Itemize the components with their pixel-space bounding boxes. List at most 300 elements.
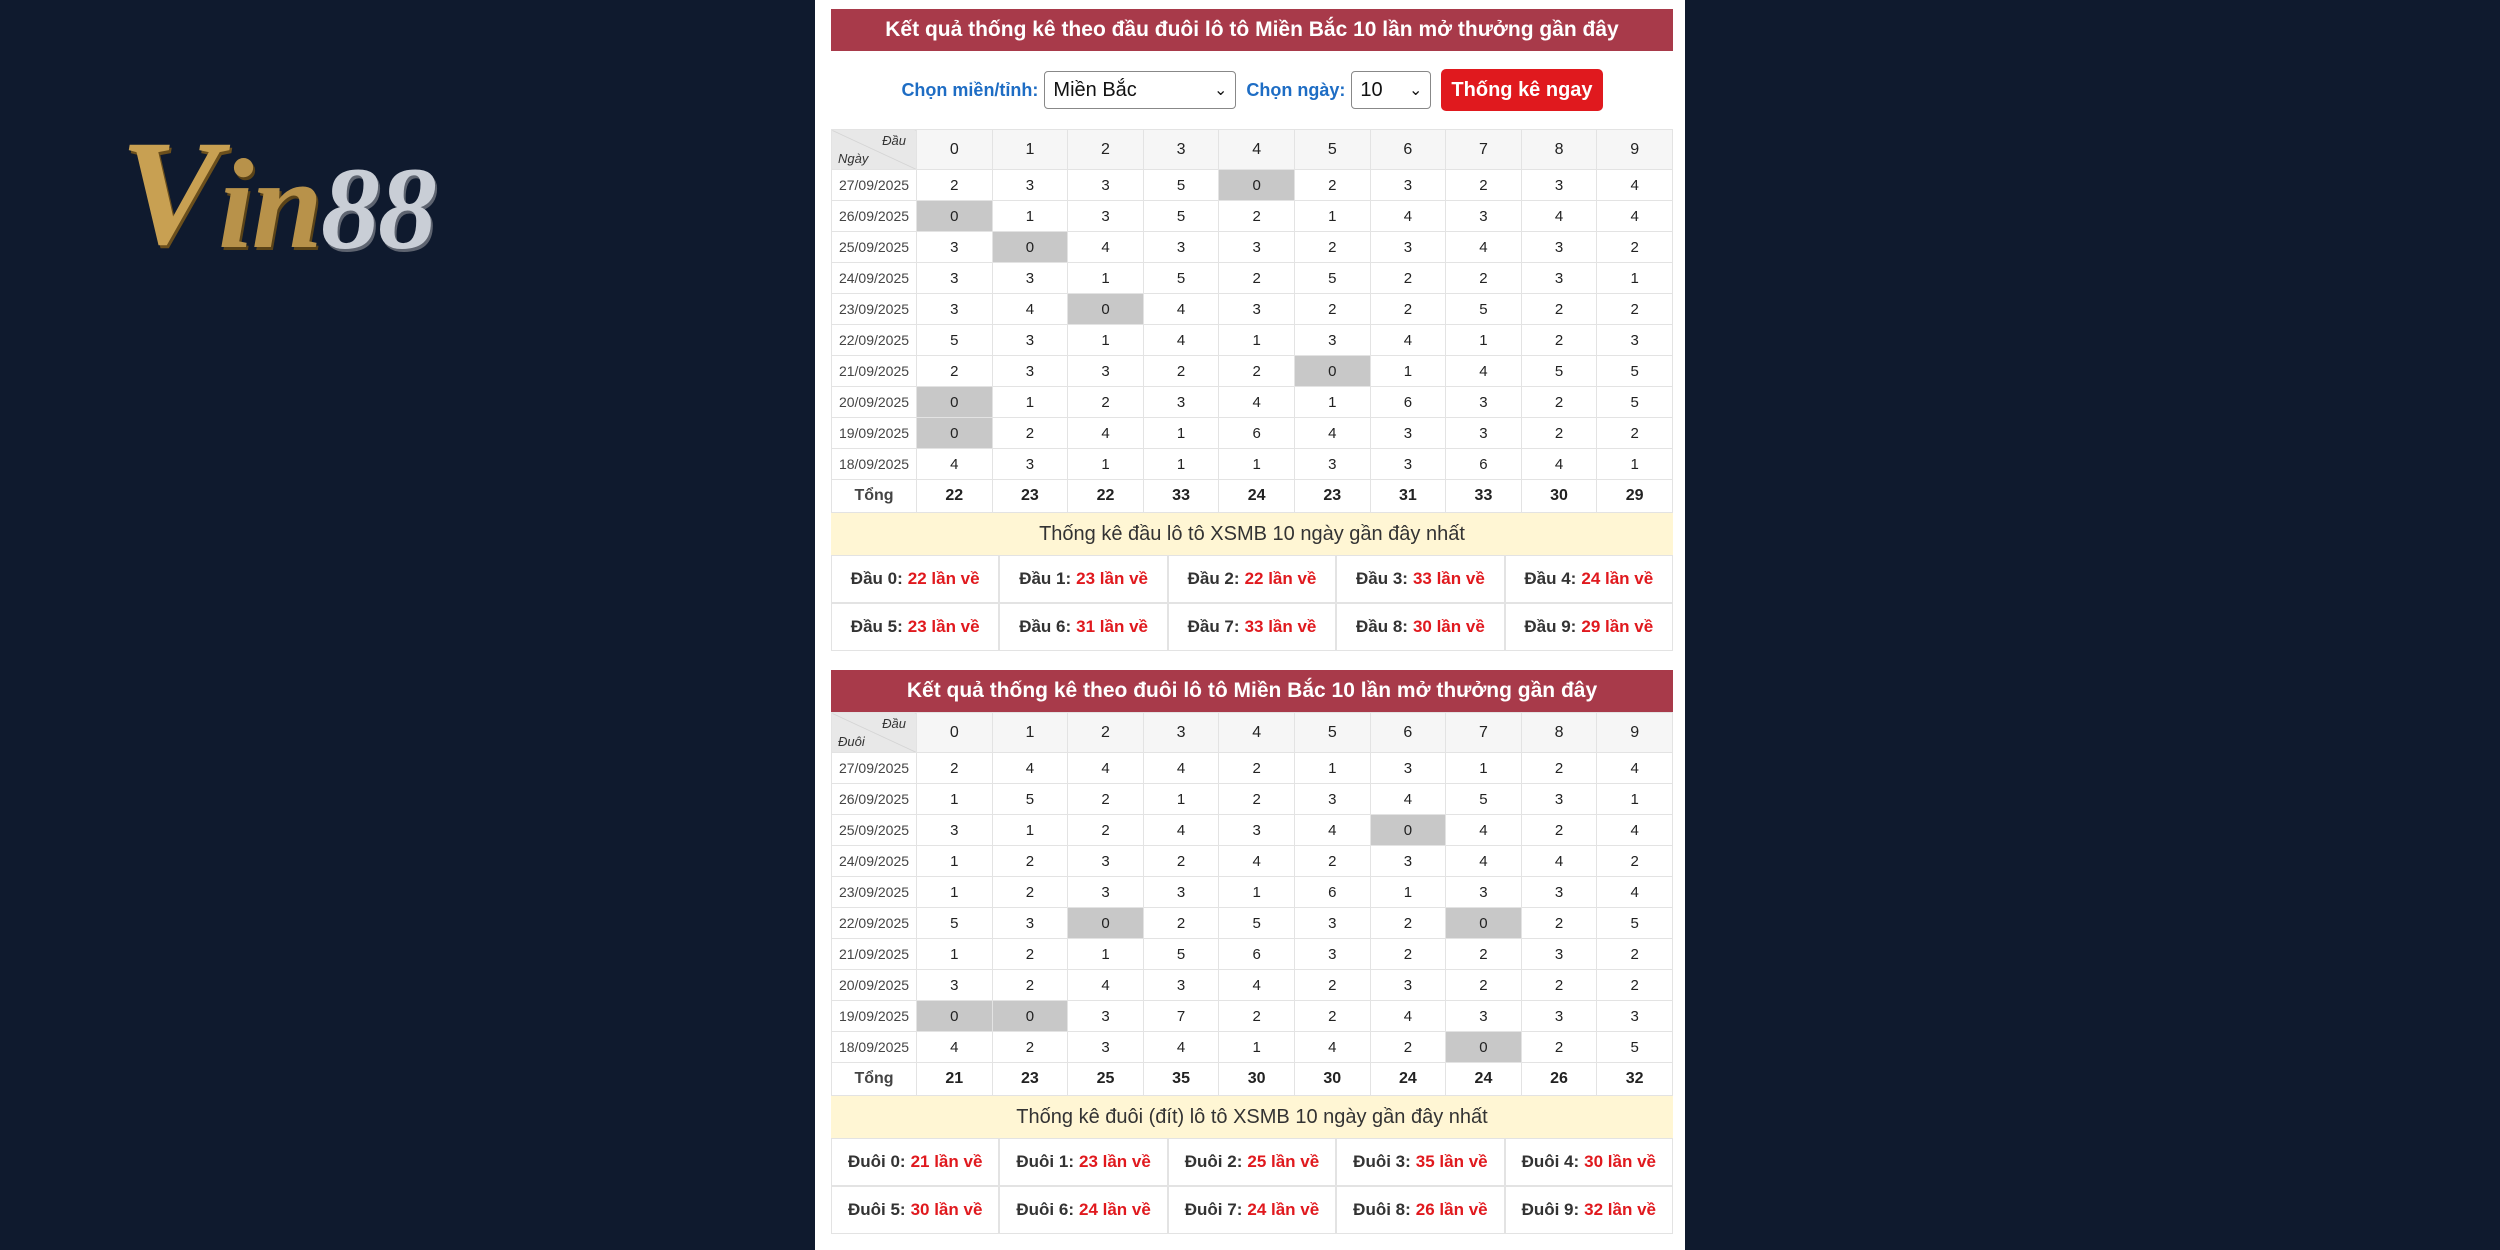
- submit-stats-button[interactable]: Thống kê ngay: [1441, 69, 1602, 111]
- count-cell: 4: [1370, 325, 1446, 356]
- count-cell: 2: [1068, 387, 1144, 418]
- count-cell: 1: [1597, 449, 1673, 480]
- count-cell: 6: [1219, 418, 1295, 449]
- summary-value: 23 lần về: [1076, 569, 1148, 588]
- chevron-down-icon: ⌄: [1214, 82, 1228, 99]
- total-cell: 35: [1143, 1063, 1219, 1096]
- count-cell: 3: [1068, 1032, 1144, 1063]
- table-row: [832, 846, 1673, 877]
- count-cell: 1: [1068, 325, 1144, 356]
- count-cell: 2: [1521, 294, 1597, 325]
- count-cell: 1: [1219, 325, 1295, 356]
- count-cell: 4: [1068, 418, 1144, 449]
- row-date: 19/09/2025: [832, 418, 917, 449]
- count-cell: 3: [1143, 877, 1219, 908]
- summary-item: [1505, 555, 1673, 603]
- count-cell: 5: [1597, 387, 1673, 418]
- count-cell: 2: [1446, 170, 1522, 201]
- count-cell: 1: [917, 784, 993, 815]
- count-cell: 1: [1446, 325, 1522, 356]
- summary-item: [1168, 1186, 1336, 1234]
- total-label: Tổng: [832, 480, 917, 513]
- region-select[interactable]: [1044, 71, 1236, 109]
- count-cell: 5: [1294, 263, 1370, 294]
- count-cell: 5: [1143, 170, 1219, 201]
- count-cell: 3: [1219, 232, 1295, 263]
- column-header: 1: [992, 130, 1068, 170]
- count-cell: 2: [1143, 908, 1219, 939]
- region-select-value: Miền Bắc: [1053, 78, 1137, 101]
- table-header-row: [832, 130, 1673, 170]
- count-cell: 2: [1446, 970, 1522, 1001]
- count-cell: 1: [1219, 449, 1295, 480]
- count-cell: 2: [1597, 232, 1673, 263]
- total-cell: 23: [992, 1063, 1068, 1096]
- count-cell: 3: [1597, 325, 1673, 356]
- row-date: 22/09/2025: [832, 325, 917, 356]
- summary-value: 31 lần về: [1076, 617, 1148, 636]
- column-header: 0: [917, 130, 993, 170]
- total-cell: 24: [1219, 480, 1295, 513]
- table-row: [832, 970, 1673, 1001]
- count-cell: 2: [1219, 201, 1295, 232]
- summary-value: 30 lần về: [1584, 1152, 1656, 1171]
- count-cell: 4: [1294, 418, 1370, 449]
- count-cell: 2: [1219, 263, 1295, 294]
- summary-item: [999, 555, 1167, 603]
- total-cell: 22: [917, 480, 993, 513]
- row-date: 26/09/2025: [832, 784, 917, 815]
- row-date: 26/09/2025: [832, 201, 917, 232]
- count-cell: 0: [917, 418, 993, 449]
- count-cell: 1: [992, 201, 1068, 232]
- count-cell: 4: [1597, 815, 1673, 846]
- summary-value: 24 lần về: [1078, 1200, 1151, 1219]
- summary-label: Đầu 2:: [1187, 569, 1240, 588]
- summary-label: Đuôi 3:: [1353, 1152, 1411, 1171]
- summary-value: 29 lần về: [1581, 617, 1654, 636]
- count-cell: 0: [1370, 815, 1446, 846]
- count-cell: 5: [1446, 784, 1522, 815]
- summary-label: Đuôi 7:: [1184, 1200, 1243, 1219]
- count-cell: 1: [1597, 263, 1673, 294]
- summary-label: Đầu 4:: [1524, 569, 1577, 588]
- summary-label: Đuôi 1:: [1016, 1152, 1074, 1171]
- count-cell: 4: [1446, 232, 1522, 263]
- count-cell: 4: [1597, 753, 1673, 784]
- column-header: 5: [1294, 713, 1370, 753]
- count-cell: 2: [992, 877, 1068, 908]
- count-cell: 1: [917, 877, 993, 908]
- count-cell: 4: [1597, 201, 1673, 232]
- count-cell: 2: [1294, 846, 1370, 877]
- count-cell: 0: [917, 201, 993, 232]
- chevron-down-icon: ⌄: [1409, 82, 1423, 99]
- count-cell: 4: [992, 753, 1068, 784]
- count-cell: 4: [1370, 784, 1446, 815]
- count-cell: 3: [1068, 356, 1144, 387]
- count-cell: 3: [992, 170, 1068, 201]
- count-cell: 2: [1521, 970, 1597, 1001]
- count-cell: 5: [1219, 908, 1295, 939]
- summary-item: [1168, 1138, 1336, 1186]
- column-header: 7: [1446, 130, 1522, 170]
- count-cell: 2: [1521, 753, 1597, 784]
- table-row: [832, 877, 1673, 908]
- count-cell: 3: [992, 449, 1068, 480]
- summary-item: [1505, 1138, 1673, 1186]
- count-cell: 3: [1143, 970, 1219, 1001]
- count-cell: 4: [1446, 356, 1522, 387]
- summary-label: Đuôi 0:: [847, 1152, 906, 1171]
- dau-summary-title: Thống kê đầu lô tô XSMB 10 ngày gần đây nhất: [831, 513, 1673, 555]
- count-cell: 2: [1068, 784, 1144, 815]
- count-cell: 3: [1068, 877, 1144, 908]
- count-cell: 4: [992, 294, 1068, 325]
- summary-item: [1505, 1186, 1673, 1234]
- count-cell: 4: [1521, 449, 1597, 480]
- region-label: Chọn miền/tỉnh:: [901, 79, 1039, 100]
- count-cell: 0: [917, 1001, 993, 1032]
- count-cell: 1: [1068, 939, 1144, 970]
- count-cell: 2: [1521, 908, 1597, 939]
- count-cell: 4: [1446, 846, 1522, 877]
- column-header: 3: [1143, 130, 1219, 170]
- count-cell: 3: [917, 232, 993, 263]
- count-cell: 2: [917, 356, 993, 387]
- total-cell: 29: [1597, 480, 1673, 513]
- count-cell: 3: [917, 294, 993, 325]
- count-cell: 3: [1521, 877, 1597, 908]
- logo-v: V: [120, 110, 219, 276]
- summary-label: Đầu 0:: [850, 569, 903, 588]
- total-label: Tổng: [832, 1063, 917, 1096]
- column-header: 9: [1597, 713, 1673, 753]
- count-cell: 2: [1597, 970, 1673, 1001]
- row-date: 18/09/2025: [832, 449, 917, 480]
- summary-label: Đuôi 2:: [1184, 1152, 1243, 1171]
- total-cell: 23: [1294, 480, 1370, 513]
- table-row: [832, 263, 1673, 294]
- summary-item: [999, 1186, 1167, 1234]
- table-row: [832, 1001, 1673, 1032]
- count-cell: 5: [1597, 908, 1673, 939]
- count-cell: 3: [1219, 294, 1295, 325]
- count-cell: 2: [1521, 387, 1597, 418]
- summary-label: Đầu 6:: [1019, 617, 1072, 636]
- count-cell: 5: [1597, 356, 1673, 387]
- count-cell: 3: [1521, 784, 1597, 815]
- duoi-stats-card: [831, 670, 1673, 1234]
- summary-value: 30 lần về: [1412, 617, 1485, 636]
- day-select[interactable]: [1351, 71, 1431, 109]
- count-cell: 3: [1143, 387, 1219, 418]
- count-cell: 0: [992, 1001, 1068, 1032]
- total-cell: 23: [992, 480, 1068, 513]
- count-cell: 3: [1370, 449, 1446, 480]
- summary-value: 24 lần về: [1247, 1200, 1320, 1219]
- count-cell: 2: [1143, 356, 1219, 387]
- count-cell: 2: [1521, 815, 1597, 846]
- row-date: 23/09/2025: [832, 877, 917, 908]
- table-row: [832, 387, 1673, 418]
- count-cell: 4: [1143, 294, 1219, 325]
- count-cell: 3: [992, 325, 1068, 356]
- row-date: 21/09/2025: [832, 939, 917, 970]
- logo-88: 88: [320, 143, 435, 274]
- count-cell: 4: [1068, 970, 1144, 1001]
- count-cell: 2: [992, 939, 1068, 970]
- total-cell: 26: [1521, 1063, 1597, 1096]
- count-cell: 2: [1521, 325, 1597, 356]
- row-date: 24/09/2025: [832, 846, 917, 877]
- summary-value: 35 lần về: [1415, 1152, 1488, 1171]
- count-cell: 2: [1068, 815, 1144, 846]
- row-date: 20/09/2025: [832, 970, 917, 1001]
- count-cell: 3: [1597, 1001, 1673, 1032]
- count-cell: 4: [1370, 1001, 1446, 1032]
- total-cell: 21: [917, 1063, 993, 1096]
- count-cell: 1: [1446, 753, 1522, 784]
- summary-value: 30 lần về: [910, 1200, 983, 1219]
- count-cell: 4: [1068, 753, 1144, 784]
- summary-value: 22 lần về: [907, 569, 980, 588]
- count-cell: 4: [1521, 846, 1597, 877]
- count-cell: 3: [1521, 263, 1597, 294]
- row-date: 19/09/2025: [832, 1001, 917, 1032]
- row-date: 24/09/2025: [832, 263, 917, 294]
- column-header: 0: [917, 713, 993, 753]
- table-row: [832, 325, 1673, 356]
- count-cell: 3: [1294, 939, 1370, 970]
- summary-value: 23 lần về: [1078, 1152, 1151, 1171]
- table-header-row: [832, 713, 1673, 753]
- column-header: 4: [1219, 713, 1295, 753]
- summary-label: Đầu 9:: [1524, 617, 1577, 636]
- table-row: [832, 1032, 1673, 1063]
- vin88-logo: [120, 110, 435, 276]
- count-cell: 3: [1446, 1001, 1522, 1032]
- count-cell: 1: [1068, 449, 1144, 480]
- column-header: 5: [1294, 130, 1370, 170]
- total-cell: 22: [1068, 480, 1144, 513]
- count-cell: 0: [1294, 356, 1370, 387]
- count-cell: 4: [917, 449, 993, 480]
- count-cell: 5: [917, 908, 993, 939]
- row-date: 27/09/2025: [832, 753, 917, 784]
- count-cell: 3: [917, 815, 993, 846]
- count-cell: 3: [1446, 201, 1522, 232]
- count-cell: 1: [1143, 418, 1219, 449]
- column-header: 1: [992, 713, 1068, 753]
- total-cell: 33: [1446, 480, 1522, 513]
- column-header: 6: [1370, 130, 1446, 170]
- total-row: [832, 480, 1673, 513]
- count-cell: 3: [1068, 1001, 1144, 1032]
- count-cell: 2: [1143, 846, 1219, 877]
- table-row: [832, 232, 1673, 263]
- count-cell: 3: [1521, 170, 1597, 201]
- count-cell: 5: [1521, 356, 1597, 387]
- summary-item: [831, 555, 999, 603]
- column-header: 6: [1370, 713, 1446, 753]
- summary-label: Đầu 5:: [850, 617, 903, 636]
- dau-card-title: Kết quả thống kê theo đầu đuôi lô tô Miền Bắc 10 lần mở thưởng gần đây: [831, 9, 1673, 51]
- count-cell: 1: [1143, 784, 1219, 815]
- column-header: 2: [1068, 130, 1144, 170]
- count-cell: 5: [1446, 294, 1522, 325]
- row-date: 21/09/2025: [832, 356, 917, 387]
- count-cell: 6: [1370, 387, 1446, 418]
- count-cell: 4: [1294, 1032, 1370, 1063]
- table-row: [832, 939, 1673, 970]
- count-cell: 4: [1143, 325, 1219, 356]
- table-corner: [832, 130, 917, 170]
- count-cell: 3: [1068, 170, 1144, 201]
- duoi-summary-grid: [831, 1138, 1673, 1234]
- count-cell: 3: [992, 356, 1068, 387]
- count-cell: 4: [917, 1032, 993, 1063]
- count-cell: 4: [1294, 815, 1370, 846]
- count-cell: 2: [1294, 970, 1370, 1001]
- column-header: 3: [1143, 713, 1219, 753]
- count-cell: 3: [1294, 784, 1370, 815]
- count-cell: 3: [1068, 846, 1144, 877]
- count-cell: 1: [1294, 201, 1370, 232]
- count-cell: 1: [1219, 877, 1295, 908]
- row-date: 20/09/2025: [832, 387, 917, 418]
- summary-value: 23 lần về: [907, 617, 980, 636]
- summary-item: [999, 603, 1167, 651]
- count-cell: 3: [1521, 939, 1597, 970]
- total-cell: 24: [1370, 1063, 1446, 1096]
- logo-in: in: [218, 133, 321, 275]
- summary-label: Đuôi 9:: [1521, 1200, 1580, 1219]
- count-cell: 4: [1370, 201, 1446, 232]
- duoi-table: [831, 712, 1673, 1096]
- column-header: 7: [1446, 713, 1522, 753]
- row-date: 25/09/2025: [832, 815, 917, 846]
- total-row: [832, 1063, 1673, 1096]
- count-cell: 2: [992, 970, 1068, 1001]
- count-cell: 1: [1143, 449, 1219, 480]
- count-cell: 7: [1143, 1001, 1219, 1032]
- count-cell: 3: [1370, 418, 1446, 449]
- row-date: 22/09/2025: [832, 908, 917, 939]
- count-cell: 2: [1370, 1032, 1446, 1063]
- summary-item: [831, 603, 999, 651]
- summary-item: [1336, 1186, 1504, 1234]
- total-cell: 30: [1294, 1063, 1370, 1096]
- summary-item: [831, 1138, 999, 1186]
- summary-value: 24 lần về: [1581, 569, 1654, 588]
- count-cell: 4: [1521, 201, 1597, 232]
- count-cell: 2: [1219, 784, 1295, 815]
- count-cell: 0: [917, 387, 993, 418]
- summary-label: Đầu 8:: [1355, 617, 1408, 636]
- corner-top-label: Đầu: [882, 716, 906, 731]
- count-cell: 4: [1446, 815, 1522, 846]
- count-cell: 2: [1294, 1001, 1370, 1032]
- count-cell: 1: [1294, 753, 1370, 784]
- total-cell: 33: [1143, 480, 1219, 513]
- summary-value: 21 lần về: [910, 1152, 983, 1171]
- count-cell: 3: [917, 263, 993, 294]
- dau-table: [831, 129, 1673, 513]
- table-row: [832, 753, 1673, 784]
- count-cell: 2: [1597, 294, 1673, 325]
- summary-item: [1168, 555, 1336, 603]
- count-cell: 5: [1143, 263, 1219, 294]
- column-header: 9: [1597, 130, 1673, 170]
- summary-label: Đuôi 4:: [1521, 1152, 1580, 1171]
- column-header: 2: [1068, 713, 1144, 753]
- count-cell: 4: [1597, 877, 1673, 908]
- table-row: [832, 294, 1673, 325]
- count-cell: 3: [1294, 908, 1370, 939]
- count-cell: 3: [1219, 815, 1295, 846]
- total-cell: 30: [1219, 1063, 1295, 1096]
- count-cell: 3: [1294, 449, 1370, 480]
- count-cell: 3: [1521, 1001, 1597, 1032]
- total-cell: 31: [1370, 480, 1446, 513]
- count-cell: 2: [917, 170, 993, 201]
- count-cell: 6: [1446, 449, 1522, 480]
- summary-value: 33 lần về: [1244, 617, 1317, 636]
- count-cell: 5: [1143, 201, 1219, 232]
- dau-summary-grid: [831, 555, 1673, 651]
- count-cell: 4: [1597, 170, 1673, 201]
- count-cell: 1: [917, 939, 993, 970]
- count-cell: 2: [992, 846, 1068, 877]
- count-cell: 3: [1294, 325, 1370, 356]
- count-cell: 3: [1370, 170, 1446, 201]
- count-cell: 4: [1068, 232, 1144, 263]
- summary-label: Đầu 1:: [1019, 569, 1072, 588]
- count-cell: 4: [1219, 970, 1295, 1001]
- count-cell: 2: [1597, 846, 1673, 877]
- row-date: 18/09/2025: [832, 1032, 917, 1063]
- count-cell: 2: [1370, 263, 1446, 294]
- count-cell: 6: [1219, 939, 1295, 970]
- count-cell: 3: [1370, 232, 1446, 263]
- count-cell: 2: [1597, 939, 1673, 970]
- content-panel: [815, 0, 1685, 1250]
- count-cell: 5: [1597, 1032, 1673, 1063]
- count-cell: 4: [1219, 846, 1295, 877]
- count-cell: 4: [1219, 387, 1295, 418]
- count-cell: 3: [1370, 970, 1446, 1001]
- table-row: [832, 908, 1673, 939]
- table-row: [832, 784, 1673, 815]
- filter-form: [831, 51, 1673, 129]
- total-cell: 30: [1521, 480, 1597, 513]
- count-cell: 1: [1370, 356, 1446, 387]
- day-label: Chọn ngày:: [1246, 79, 1346, 100]
- total-cell: 25: [1068, 1063, 1144, 1096]
- summary-item: [999, 1138, 1167, 1186]
- count-cell: 0: [1446, 1032, 1522, 1063]
- count-cell: 0: [1219, 170, 1295, 201]
- summary-item: [1336, 603, 1504, 651]
- count-cell: 0: [992, 232, 1068, 263]
- count-cell: 4: [1143, 1032, 1219, 1063]
- row-date: 23/09/2025: [832, 294, 917, 325]
- count-cell: 1: [992, 387, 1068, 418]
- count-cell: 1: [1370, 877, 1446, 908]
- count-cell: 1: [1294, 387, 1370, 418]
- count-cell: 5: [992, 784, 1068, 815]
